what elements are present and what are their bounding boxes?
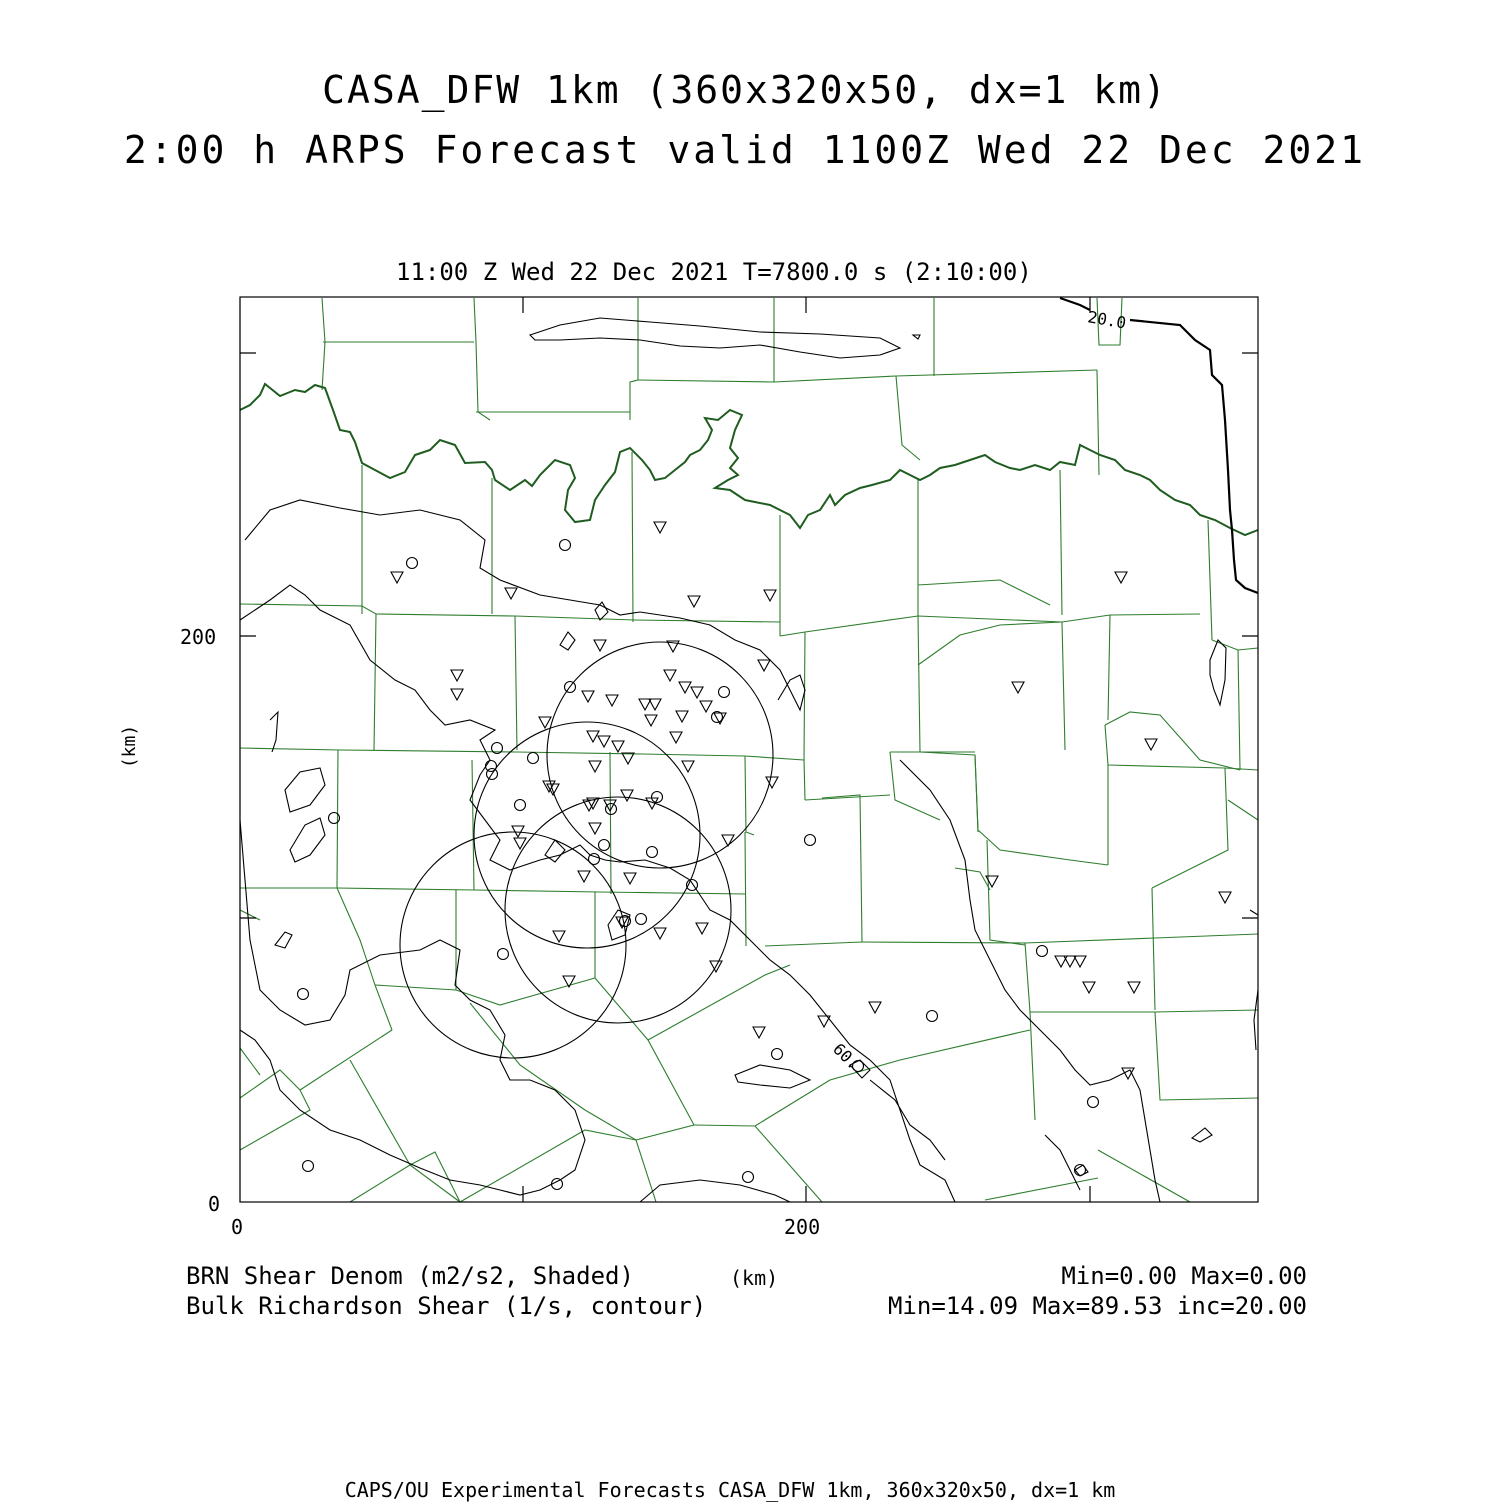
station-triangle [869,1002,881,1013]
x-axis-label: (km) [730,1266,779,1290]
station-triangle [753,1027,765,1038]
contour-label-60: 60. [829,1039,864,1074]
station-circle [805,835,816,846]
station-triangle [578,871,590,882]
x-tick-200: 200 [784,1215,821,1239]
radar-range-rings [400,642,773,1058]
station-triangle [1012,682,1024,693]
station-circle [647,847,658,858]
station-triangle [691,687,703,698]
station-triangle [594,640,606,651]
station-triangle [505,588,517,599]
station-triangle [766,777,778,788]
station-triangle [589,823,601,834]
station-triangle [539,717,551,728]
station-triangle [553,931,565,942]
station-triangle [654,522,666,533]
y-tick-200: 200 [180,625,217,649]
station-triangle [451,689,463,700]
station-triangle [582,691,594,702]
station-triangle [1083,982,1095,993]
station-triangle [758,660,770,671]
station-triangle [700,701,712,712]
station-triangle [622,753,634,764]
station-triangle [722,835,734,846]
shaded-field-name: BRN Shear Denom (m2/s2, Shaded) [186,1262,634,1290]
plot-frame [240,297,1258,1202]
station-circle [599,840,610,851]
station-triangle [1145,739,1157,750]
contour-label-20: 20.0 [1086,307,1128,333]
shaded-field-range: Min=0.00 Max=0.00 [1061,1262,1307,1290]
station-triangle [606,695,618,706]
station-triangle [645,715,657,726]
station-triangle [1219,892,1231,903]
contour-20 [1060,298,1258,593]
station-triangle [598,736,610,747]
station-triangle [624,873,636,884]
station-circle [498,949,509,960]
forecast-valid-title: 2:00 h ARPS Forecast valid 1100Z Wed 22 Dec 2021 [123,128,1367,172]
station-circle [528,753,539,764]
station-triangle [451,670,463,681]
y-axis-label: (km) [119,724,141,769]
station-triangle [676,711,688,722]
station-triangle [1115,572,1127,583]
station-triangle [670,732,682,743]
station-circle [772,1049,783,1060]
state-border [240,384,1258,535]
station-triangle [1128,982,1140,993]
station-circle [927,1011,938,1022]
station-triangle [612,741,624,752]
station-triangle [1074,956,1086,967]
station-triangle [391,572,403,583]
station-circle [743,1172,754,1183]
contour-field-range: Min=14.09 Max=89.53 inc=20.00 [887,1292,1307,1320]
station-triangle [587,731,599,742]
county-boundaries [240,298,1258,1202]
station-triangle [688,596,700,607]
x-tick-0: 0 [231,1215,244,1239]
station-triangle [764,590,776,601]
station-circle [589,854,600,865]
station-circle [636,914,647,925]
footer-credit: CAPS/OU Experimental Forecasts CASA_DFW 1km, 360x320x50, dx=1 km [344,1478,1116,1502]
station-triangle [621,790,633,801]
valid-time-subtitle: 11:00 Z Wed 22 Dec 2021 T=7800.0 s (2:10:00) [396,258,1032,286]
station-circle [1075,1165,1086,1176]
station-triangle [679,682,691,693]
station-triangle [682,761,694,772]
station-triangle [654,928,666,939]
shear-contours [240,318,1258,1202]
y-tick-0: 0 [208,1192,221,1216]
station-circle [560,540,571,551]
contour-field-name: Bulk Richardson Shear (1/s, contour) [186,1292,707,1320]
station-triangle [649,699,661,710]
station-circle [1037,946,1048,957]
station-triangle [639,699,651,710]
station-circle [1088,1097,1099,1108]
map-title: CASA_DFW 1km (360x320x50, dx=1 km) [322,68,1168,112]
station-circle [303,1161,314,1172]
station-triangle [589,761,601,772]
station-circle [719,687,730,698]
station-circle [515,800,526,811]
station-triangle [664,670,676,681]
station-circle [407,558,418,569]
station-circle [298,989,309,1000]
station-circle-markers [298,540,1099,1190]
station-triangle [696,923,708,934]
